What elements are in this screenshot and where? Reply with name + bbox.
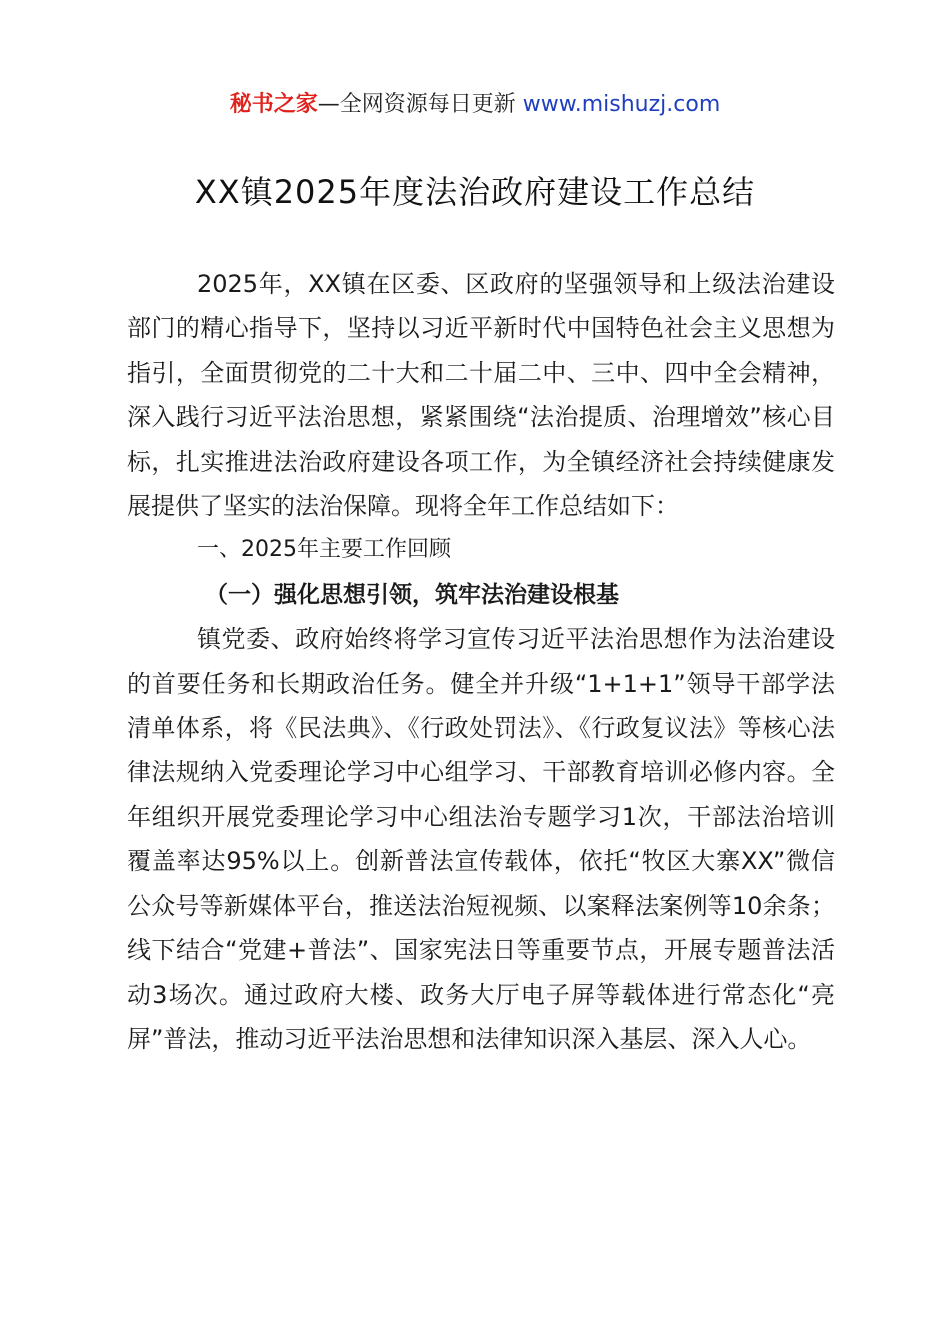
document-title: XX镇2025年度法治政府建设工作总结: [194, 173, 756, 211]
section-paragraph: 镇党委、政府始终将学习宣传习近平法治思想作为法治建设的首要任务和长期政治任务。健全并升级“1+1+1”领导干部学法清单体系，将《民法典》、《行政处罚法》、《行政复议法》等核心法律法规纳入党委理论学习中心组学习、干部教育培训必修内容。全年组织开展党委理论学习中心组法治专题学习1次，干部法治培训覆盖率达95%以上。创新普法宣传载体，依托“牧区大寨XX”微信公众号等新媒体平台，推送法治短视频、以案释法案例等10余条；线下结合“党建+普法”、国家宪法日等重要节点，开展专题普法活动3场次。通过政府大楼、政务大厅电子屏等载体进行常态化“亮屏”普法，推动习近平法治思想和法律知识深入基层、深入人心。: [127, 625, 835, 1053]
intro-paragraph: 2025年，XX镇在区委、区政府的坚强领导和上级法治建设部门的精心指导下，坚持以习近平新时代中国特色社会主义思想为指引，全面贯彻党的二十大和二十届二中、三中、四中全会精神，深入践行习近平法治思想，紧紧围绕“法治提质、治理增效”核心目标，扎实推进法治政府建设各项工作，为全镇经济社会持续健康发展提供了坚实的法治保障。现将全年工作总结如下：: [127, 270, 835, 521]
header-slogan: —全网资源每日更新: [317, 92, 523, 117]
subsection-heading: （一）强化思想引领，筑牢法治建设根基: [205, 581, 619, 608]
document-body: [127, 262, 835, 1061]
brand-name: 秘书之家: [229, 92, 318, 117]
section-heading: 一、2025年主要工作回顾: [197, 537, 451, 563]
header-url: www.mishuzj.com: [522, 92, 721, 117]
site-header: [0, 88, 950, 122]
